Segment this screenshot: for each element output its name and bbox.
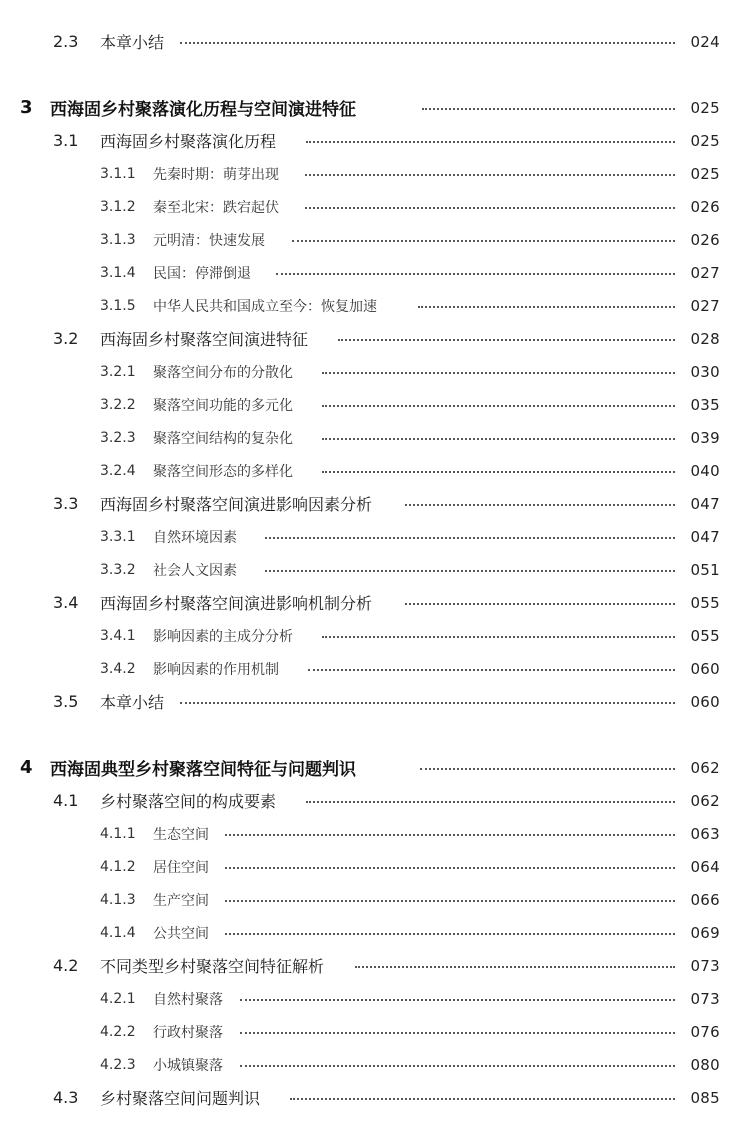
toc-entry (0, 520, 750, 553)
toc-number: 4.2.1 (100, 990, 136, 1007)
toc-number: 3.3 (53, 494, 79, 513)
toc-title: 影响因素的主成分分析 (153, 628, 293, 645)
toc-number: 3.2.3 (100, 429, 136, 446)
dot-leader (306, 141, 675, 143)
toc-title: 公共空间 (153, 925, 209, 942)
toc-title: 行政村聚落 (153, 1024, 223, 1041)
toc-page: 027 (690, 263, 720, 282)
toc-entry (0, 355, 750, 388)
toc-entry (0, 157, 750, 190)
toc-number: 4.3 (53, 1088, 79, 1107)
toc-entry (0, 322, 750, 355)
toc-entry (0, 190, 750, 223)
dot-leader (322, 636, 675, 638)
toc-title: 中华人民共和国成立至今：恢复加速 (153, 298, 377, 315)
toc-title: 元明清：快速发展 (153, 232, 265, 249)
toc-entry (0, 256, 750, 289)
toc-number: 3.2.1 (100, 363, 136, 380)
toc-title: 居住空间 (153, 859, 209, 876)
dot-leader (225, 900, 675, 902)
toc-title: 生态空间 (153, 826, 209, 843)
toc-entry (0, 1081, 750, 1114)
dot-leader (240, 1032, 675, 1034)
toc-entry (0, 982, 750, 1015)
toc-title: 西海固典型乡村聚落空间特征与问题判识 (50, 760, 356, 780)
dot-leader (338, 339, 675, 341)
toc-entry (0, 751, 750, 784)
toc-page: 062 (690, 791, 720, 810)
toc-title: 先秦时期：萌芽出现 (153, 166, 279, 183)
dot-leader (265, 570, 675, 572)
toc-entry (0, 817, 750, 850)
toc-number: 3.5 (53, 692, 79, 711)
toc-number: 3.1 (53, 131, 79, 150)
toc-title: 聚落空间形态的多样化 (153, 463, 293, 480)
toc-entry (0, 949, 750, 982)
toc-page: 026 (690, 230, 720, 249)
toc-entry (0, 586, 750, 619)
toc-page: 060 (690, 692, 720, 711)
toc-title: 影响因素的作用机制 (153, 661, 279, 678)
toc-page: 028 (690, 329, 720, 348)
toc-title: 小城镇聚落 (153, 1057, 223, 1074)
dot-leader (225, 933, 675, 935)
toc-title: 西海固乡村聚落空间演进特征 (100, 330, 309, 349)
toc-entry (0, 553, 750, 586)
toc-page: 062 (690, 758, 720, 777)
dot-leader (405, 603, 675, 605)
toc-entry (0, 289, 750, 322)
toc-title: 聚落空间结构的复杂化 (153, 430, 293, 447)
toc-entry (0, 883, 750, 916)
toc-title: 西海固乡村聚落空间演进影响因素分析 (100, 495, 373, 514)
dot-leader (276, 273, 675, 275)
toc-page: 073 (690, 989, 720, 1008)
toc-page: 026 (690, 197, 720, 216)
toc-number: 4.2 (53, 956, 79, 975)
dot-leader (265, 537, 675, 539)
toc-number: 3.1.1 (100, 165, 136, 182)
dot-leader (405, 504, 675, 506)
toc-number: 3.2.4 (100, 462, 136, 479)
toc-page: 039 (690, 428, 720, 447)
toc-title: 聚落空间功能的多元化 (153, 397, 293, 414)
dot-leader (322, 471, 675, 473)
toc-number: 3.1.4 (100, 264, 136, 281)
toc-title: 本章小结 (100, 33, 165, 52)
toc-entry (0, 388, 750, 421)
toc-page: 060 (690, 659, 720, 678)
toc-page: 040 (690, 461, 720, 480)
toc-entry (0, 652, 750, 685)
dot-leader (420, 768, 675, 770)
toc-page: 025 (690, 131, 720, 150)
toc-number: 3.2.2 (100, 396, 136, 413)
toc-entry (0, 91, 750, 124)
toc-page: 047 (690, 527, 720, 546)
toc-page: 073 (690, 956, 720, 975)
toc-title: 不同类型乡村聚落空间特征解析 (100, 957, 325, 976)
toc-page: 025 (690, 164, 720, 183)
toc-entry (0, 784, 750, 817)
dot-leader (290, 1098, 675, 1100)
dot-leader (418, 306, 675, 308)
toc-page: 069 (690, 923, 720, 942)
toc-title: 乡村聚落空间的构成要素 (100, 792, 277, 811)
dot-leader (422, 108, 675, 110)
toc-number: 4.1.3 (100, 891, 136, 908)
toc-number: 3.4.1 (100, 627, 136, 644)
toc-entry (0, 619, 750, 652)
toc-entry (0, 124, 750, 157)
toc-page: 027 (690, 296, 720, 315)
toc-number: 4.1 (53, 791, 79, 810)
toc-title: 社会人文因素 (153, 562, 237, 579)
toc-title: 民国：停滞倒退 (153, 265, 251, 282)
toc-title: 聚落空间分布的分散化 (153, 364, 293, 381)
toc-number: 4.1.1 (100, 825, 136, 842)
toc-title: 乡村聚落空间问题判识 (100, 1089, 261, 1108)
toc-entry (0, 685, 750, 718)
toc-page: 030 (690, 362, 720, 381)
dot-leader (292, 240, 675, 242)
toc-page: 066 (690, 890, 720, 909)
toc-number: 4.2.2 (100, 1023, 136, 1040)
dot-leader (180, 42, 675, 44)
dot-leader (305, 174, 675, 176)
toc-entry (0, 421, 750, 454)
toc-page: 064 (690, 857, 720, 876)
toc-entry (0, 223, 750, 256)
toc-number: 4.1.4 (100, 924, 136, 941)
toc-title: 西海固乡村聚落演化历程 (100, 132, 277, 151)
toc-page: 055 (690, 593, 720, 612)
toc-page: 025 (690, 98, 720, 117)
dot-leader (322, 438, 675, 440)
toc-page: 047 (690, 494, 720, 513)
dot-leader (322, 405, 675, 407)
dot-leader (305, 207, 675, 209)
toc-number: 3 (20, 97, 33, 118)
toc-number: 3.3.1 (100, 528, 136, 545)
dot-leader (240, 1065, 675, 1067)
toc-number: 3.4.2 (100, 660, 136, 677)
toc-page: 035 (690, 395, 720, 414)
toc-number: 3.1.2 (100, 198, 136, 215)
toc-title: 生产空间 (153, 892, 209, 909)
toc-page: 085 (690, 1088, 720, 1107)
dot-leader (180, 702, 675, 704)
toc-page: 063 (690, 824, 720, 843)
toc-page: 024 (690, 32, 720, 51)
toc-title: 西海固乡村聚落演化历程与空间演进特征 (50, 100, 356, 120)
dot-leader (225, 834, 675, 836)
toc-number: 3.2 (53, 329, 79, 348)
dot-leader (306, 801, 675, 803)
toc-page: 051 (690, 560, 720, 579)
toc-number: 4.2.3 (100, 1056, 136, 1073)
toc-entry (0, 916, 750, 949)
toc-entry (0, 25, 750, 58)
toc-title: 西海固乡村聚落空间演进影响机制分析 (100, 594, 373, 613)
toc-title: 本章小结 (100, 693, 165, 712)
toc-entry (0, 1015, 750, 1048)
toc-title: 秦至北宋：跌宕起伏 (153, 199, 279, 216)
dot-leader (355, 966, 675, 968)
toc-number: 3.1.3 (100, 231, 136, 248)
toc-title: 自然村聚落 (153, 991, 223, 1008)
toc-number: 3.1.5 (100, 297, 136, 314)
toc-title: 自然环境因素 (153, 529, 237, 546)
dot-leader (240, 999, 675, 1001)
dot-leader (322, 372, 675, 374)
toc-number: 3.3.2 (100, 561, 136, 578)
toc-entry (0, 487, 750, 520)
toc-number: 3.4 (53, 593, 79, 612)
toc-entry (0, 454, 750, 487)
toc-page: 055 (690, 626, 720, 645)
dot-leader (308, 669, 675, 671)
dot-leader (225, 867, 675, 869)
toc-page: 076 (690, 1022, 720, 1041)
toc-number: 4.1.2 (100, 858, 136, 875)
toc-page: 080 (690, 1055, 720, 1074)
toc-number: 4 (20, 757, 33, 778)
toc-number: 2.3 (53, 32, 79, 51)
toc-entry (0, 1048, 750, 1081)
toc-entry (0, 850, 750, 883)
